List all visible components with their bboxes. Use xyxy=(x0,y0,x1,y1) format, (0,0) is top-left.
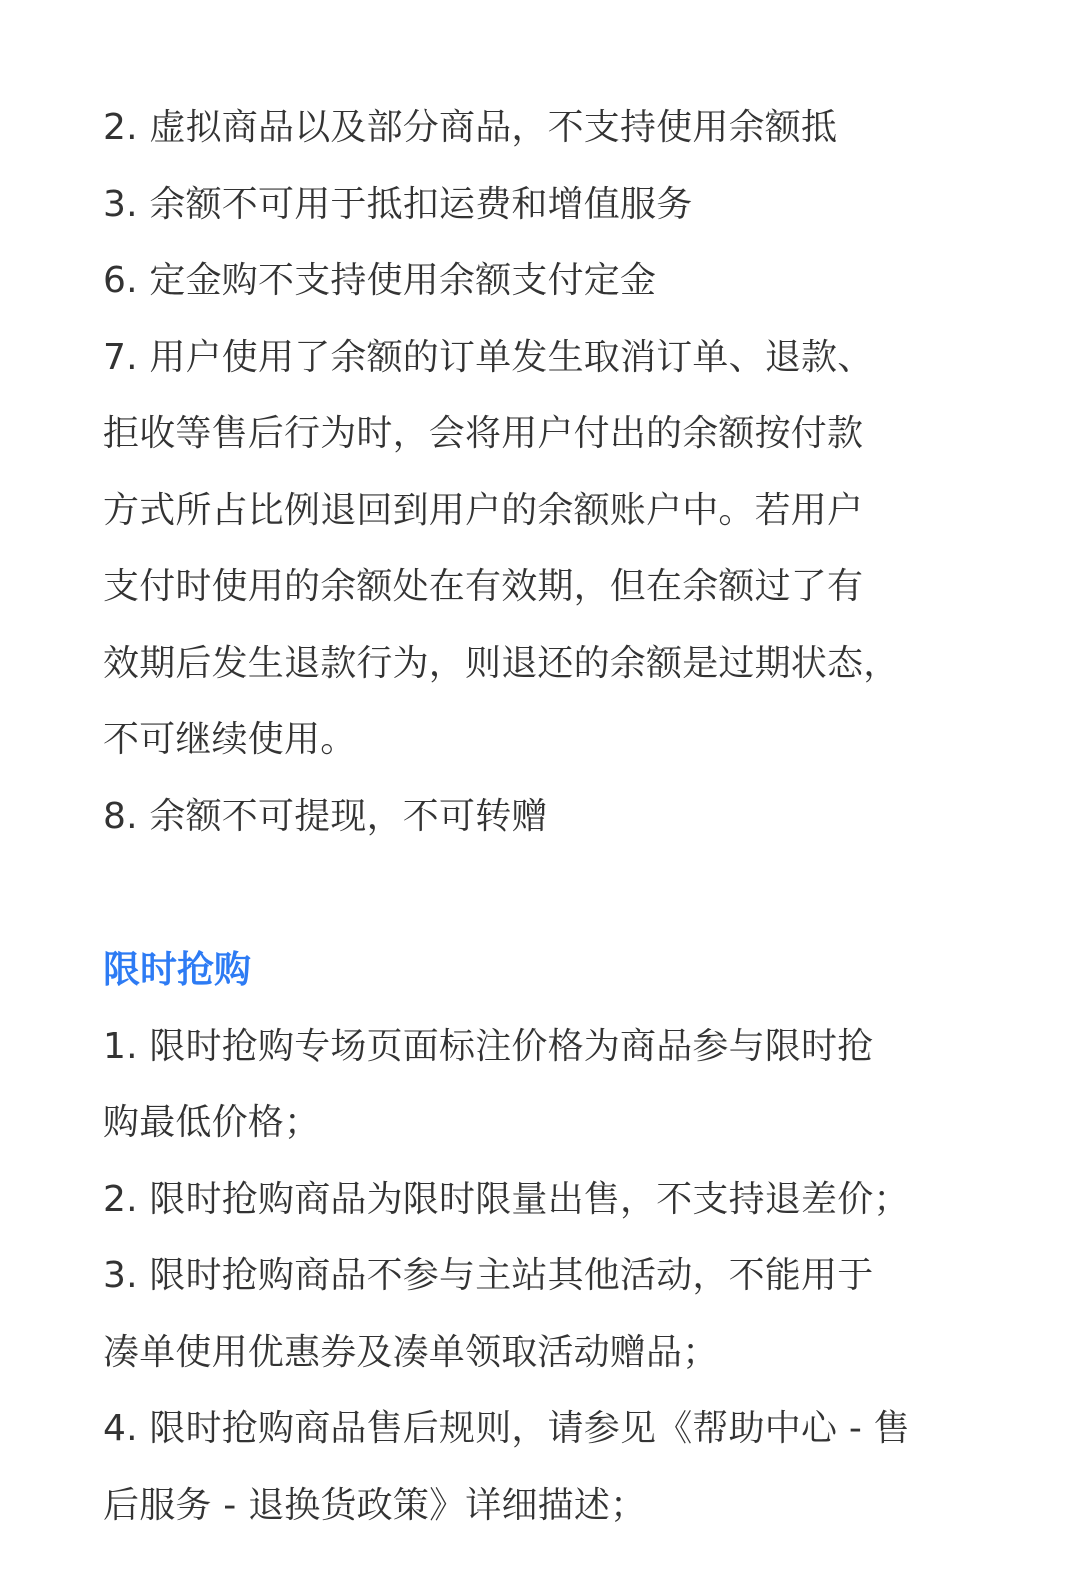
balance-rules-section xyxy=(103,90,983,855)
balance-rule-line: 支付时使用的余额处在有效期，但在余额过了有 xyxy=(103,566,864,607)
section-spacer xyxy=(103,855,983,932)
flash-sale-section xyxy=(103,932,983,1544)
flash-sale-rule-line: 凑单使用优惠券及凑单领取活动赠品； xyxy=(103,1331,719,1373)
balance-rule-line: 方式所占比例退回到用户的余额账户中。若用户 xyxy=(103,489,864,531)
balance-rule-line: 拒收等售后行为时，会将用户付出的余额按付款 xyxy=(103,413,864,454)
balance-rule-line: 8. 余额不可提现，不可转赠 xyxy=(103,795,548,837)
rules-content xyxy=(103,90,983,1544)
balance-rule-line: 6. 定金购不支持使用余额支付定金 xyxy=(103,260,657,301)
flash-sale-rule-line: 1. 限时抢购专场页面标注价格为商品参与限时抢 xyxy=(103,1025,874,1067)
flash-sale-rule-line: 4. 限时抢购商品售后规则，请参见《帮助中心 - 售 xyxy=(103,1408,910,1449)
balance-rule-line: 7. 用户使用了余额的订单发生取消订单、退款、 xyxy=(103,336,874,378)
balance-rule-line: 2. 虚拟商品以及部分商品，不支持使用余额抵 xyxy=(103,107,838,148)
flash-sale-title: 限时抢购 xyxy=(103,948,251,991)
flash-sale-rule-line: 3. 限时抢购商品不参与主站其他活动，不能用于 xyxy=(103,1255,874,1296)
flash-sale-rule-line: 2. 限时抢购商品为限时限量出售，不支持退差价； xyxy=(103,1178,910,1220)
flash-sale-rule-line: 购最低价格； xyxy=(103,1102,321,1143)
balance-rule-line: 不可继续使用。 xyxy=(103,719,357,760)
balance-rule-line: 效期后发生退款行为，则退还的余额是过期状态， xyxy=(103,642,900,684)
balance-rule-line: 3. 余额不可用于抵扣运费和增值服务 xyxy=(103,183,693,225)
flash-sale-rule-line: 后服务 - 退换货政策》详细描述； xyxy=(103,1484,647,1526)
